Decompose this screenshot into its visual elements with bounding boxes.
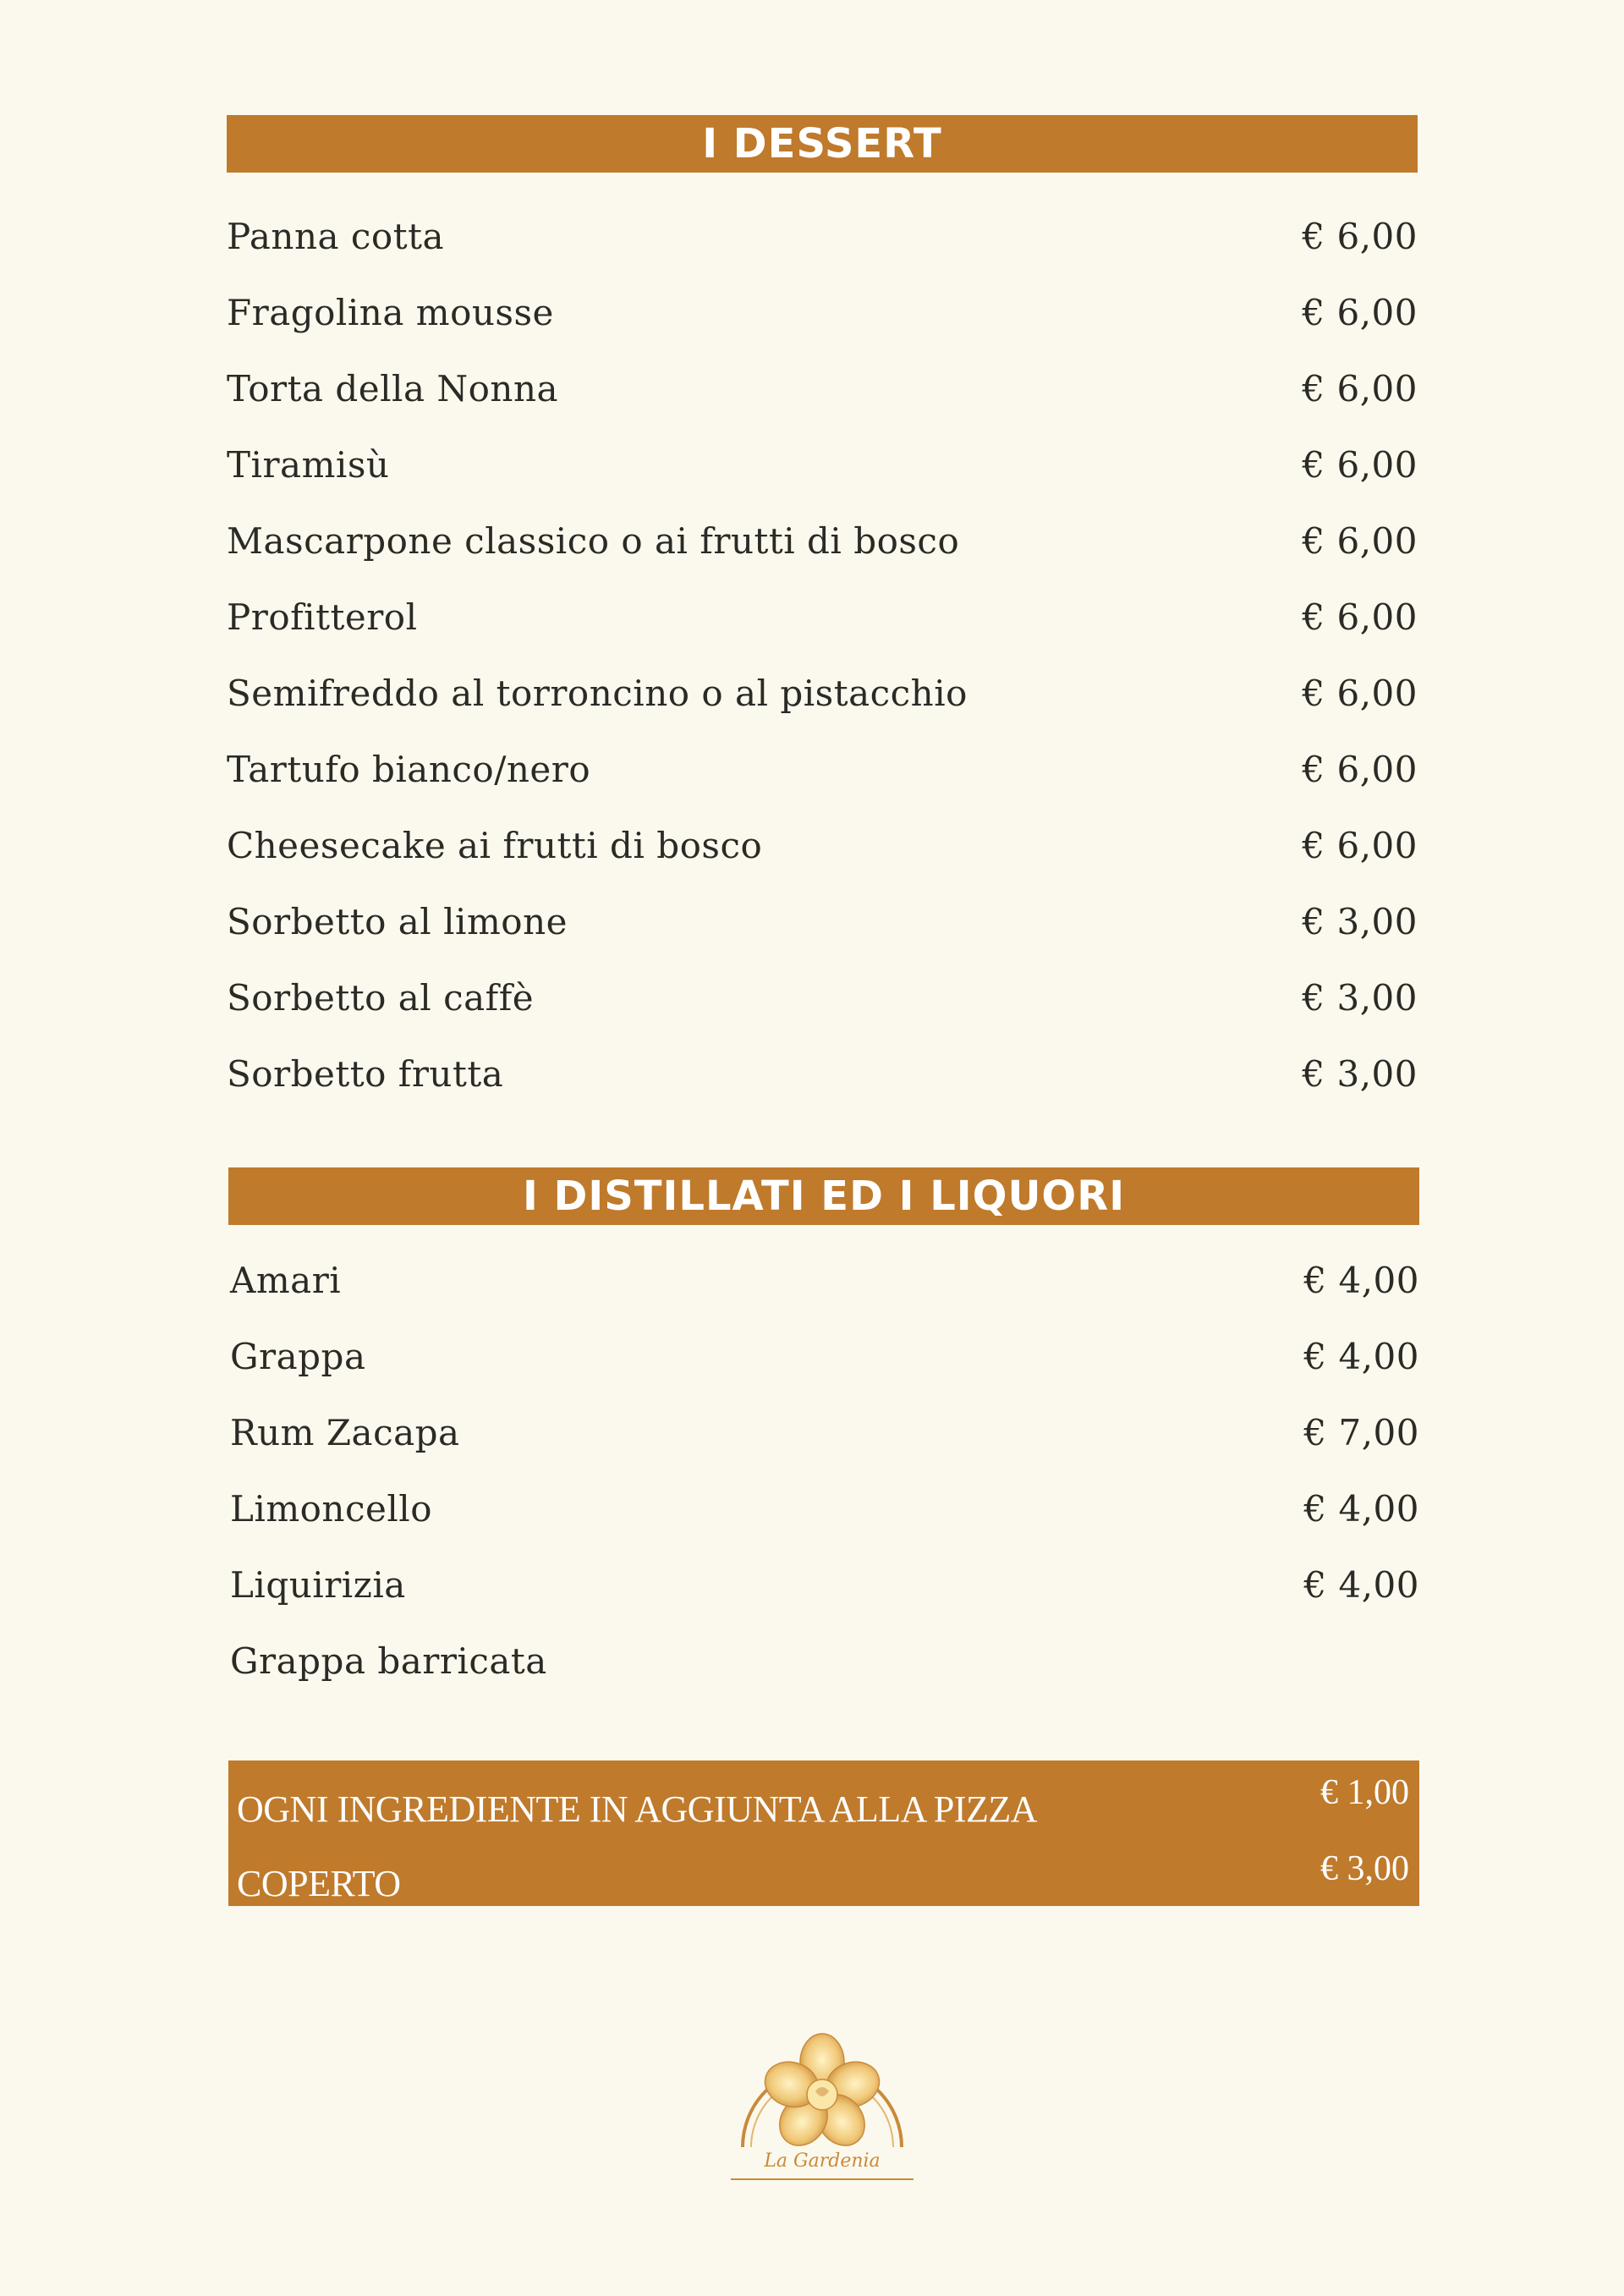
logo-text: La Gardenia <box>731 2150 914 2180</box>
dessert-item-price: € 3,00 <box>1302 976 1418 1019</box>
dessert-item-name: Sorbetto al caffè <box>227 976 535 1019</box>
dessert-item <box>227 1035 1418 1112</box>
dessert-item <box>227 350 1418 426</box>
liquor-item-price: € 4,00 <box>1303 1487 1419 1530</box>
dessert-item-name: Tiramisù <box>227 443 390 486</box>
gardenia-flower-icon <box>731 2012 914 2156</box>
dessert-item-price: € 6,00 <box>1302 672 1418 714</box>
dessert-item <box>227 807 1418 883</box>
liquor-item-name: Grappa <box>230 1335 366 1377</box>
dessert-item <box>227 731 1418 807</box>
dessert-item <box>227 503 1418 579</box>
dessert-item-price: € 3,00 <box>1302 1052 1418 1095</box>
liquor-item-price: € 7,00 <box>1303 1411 1419 1453</box>
liquor-item-name: Liquirizia <box>230 1563 406 1606</box>
liquor-item <box>230 1318 1419 1394</box>
liquor-item <box>230 1546 1419 1623</box>
extras-item <box>237 1848 1409 1905</box>
dessert-section-header <box>227 115 1418 173</box>
dessert-item-price: € 6,00 <box>1302 291 1418 333</box>
dessert-item-name: Sorbetto al limone <box>227 900 568 942</box>
extras-item-name: COPERTO <box>237 1863 401 1904</box>
liquor-item-price: € 4,00 <box>1303 1335 1419 1377</box>
dessert-item-price: € 6,00 <box>1302 367 1418 409</box>
dessert-item-price: € 6,00 <box>1302 596 1418 638</box>
dessert-item-price: € 6,00 <box>1302 824 1418 866</box>
dessert-item <box>227 274 1418 350</box>
dessert-item <box>227 959 1418 1035</box>
dessert-item-price: € 6,00 <box>1302 519 1418 562</box>
dessert-item-price: € 6,00 <box>1302 748 1418 790</box>
liquor-item-price: € 4,00 <box>1303 1259 1419 1301</box>
liquor-item-price: € 4,00 <box>1303 1563 1419 1606</box>
dessert-item-name: Cheesecake ai frutti di bosco <box>227 824 763 866</box>
liquors-list <box>230 1242 1419 1699</box>
dessert-item-name: Semifreddo al torroncino o al pistacchio <box>227 672 968 714</box>
dessert-item-price: € 6,00 <box>1302 215 1418 257</box>
dessert-item <box>227 198 1418 274</box>
dessert-list <box>227 198 1418 1112</box>
dessert-item-name: Mascarpone classico o ai frutti di bosco <box>227 519 960 562</box>
extras-item-price: € 3,00 <box>1320 1849 1409 1888</box>
liquor-item-name: Amari <box>230 1259 342 1301</box>
dessert-item <box>227 426 1418 503</box>
liquor-item <box>230 1394 1419 1470</box>
liquor-item-name: Limoncello <box>230 1487 433 1530</box>
liquor-item-name: Rum Zacapa <box>230 1411 460 1453</box>
dessert-item-price: € 6,00 <box>1302 443 1418 486</box>
dessert-item-name: Tartufo bianco/nero <box>227 748 591 790</box>
dessert-section-title: I DESSERT <box>702 120 942 168</box>
extras-item <box>237 1772 1409 1831</box>
liquor-item-name: Grappa barricata <box>230 1640 547 1682</box>
liquors-section-header <box>228 1167 1419 1225</box>
dessert-item-name: Torta della Nonna <box>227 367 559 409</box>
liquor-item <box>230 1242 1419 1318</box>
extras-box <box>228 1760 1419 1906</box>
restaurant-logo <box>731 2012 914 2200</box>
extras-item-price: € 1,00 <box>1320 1773 1409 1812</box>
dessert-item <box>227 655 1418 731</box>
dessert-item <box>227 883 1418 959</box>
liquors-section-title: I DISTILLATI ED I LIQUORI <box>522 1173 1126 1220</box>
liquor-item <box>230 1623 1419 1699</box>
dessert-item-name: Panna cotta <box>227 215 445 257</box>
dessert-item-name: Profitterol <box>227 596 418 638</box>
extras-item-name: OGNI INGREDIENTE IN AGGIUNTA ALLA PIZZA <box>237 1788 1038 1830</box>
liquor-item <box>230 1470 1419 1546</box>
dessert-item-name: Fragolina mousse <box>227 291 554 333</box>
dessert-item <box>227 579 1418 655</box>
dessert-item-name: Sorbetto frutta <box>227 1052 504 1095</box>
dessert-item-price: € 3,00 <box>1302 900 1418 942</box>
